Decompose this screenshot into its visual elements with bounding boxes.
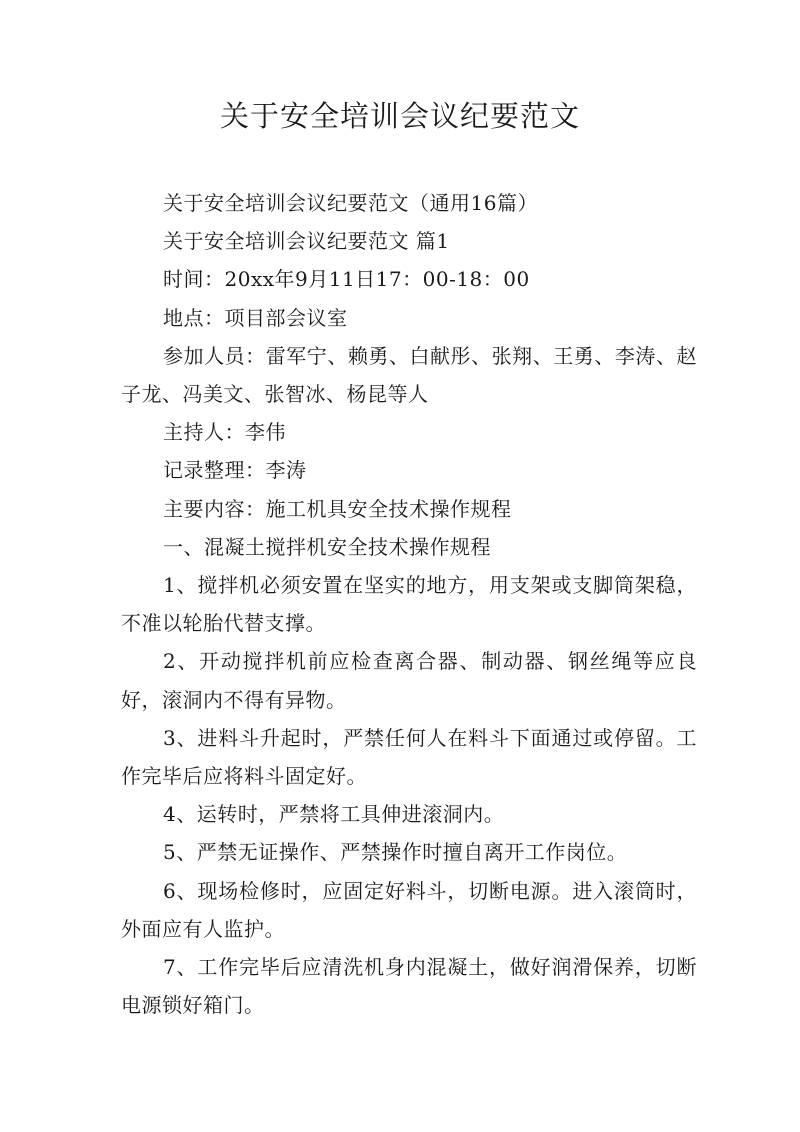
section-heading: 一、混凝土搅拌机安全技术操作规程 bbox=[163, 534, 491, 559]
rule-item: 3、进料斗升起时，严禁任何人在料斗下面通过或停留。工作完毕后应将料斗固定好。 bbox=[121, 725, 697, 789]
meeting-host: 主持人：李伟 bbox=[163, 420, 286, 445]
collection-heading: 关于安全培训会议纪要范文（通用16篇） bbox=[163, 191, 538, 215]
rule-item: 6、现场检修时，应固定好料斗，切断电源。进入滚筒时，外面应有人监护。 bbox=[121, 878, 697, 941]
rule-item: 1、搅拌机必须安置在坚实的地方，用支架或支脚筒架稳，不准以轮胎代替支撑。 bbox=[121, 573, 697, 636]
article-heading: 关于安全培训会议纪要范文 篇1 bbox=[163, 229, 450, 254]
meeting-time: 时间：20xx年9月11日17：00-18：00 bbox=[163, 267, 530, 292]
meeting-recorder: 记录整理：李涛 bbox=[163, 458, 307, 483]
rule-item: 4、运转时，严禁将工具伸进滚洞内。 bbox=[163, 802, 505, 827]
meeting-attendees: 参加人员：雷军宁、赖勇、白献彤、张翔、王勇、李涛、赵子龙、冯美文、张智冰、杨昆等人 bbox=[121, 343, 697, 407]
meeting-content: 主要内容：施工机具安全技术操作规程 bbox=[163, 496, 512, 521]
rule-item: 7、工作完毕后应清洗机身内混凝土，做好润滑保养，切断电源锁好箱门。 bbox=[121, 955, 697, 1018]
rule-item: 2、开动搅拌机前应检查离合器、制动器、钢丝绳等应良好，滚洞内不得有异物。 bbox=[121, 649, 697, 712]
document-title: 关于安全培训会议纪要范文 bbox=[219, 99, 580, 133]
rule-item: 5、严禁无证操作、严禁操作时擅自离开工作岗位。 bbox=[163, 840, 628, 865]
document-body bbox=[121, 184, 697, 1024]
meeting-location: 地点：项目部会议室 bbox=[163, 305, 348, 330]
